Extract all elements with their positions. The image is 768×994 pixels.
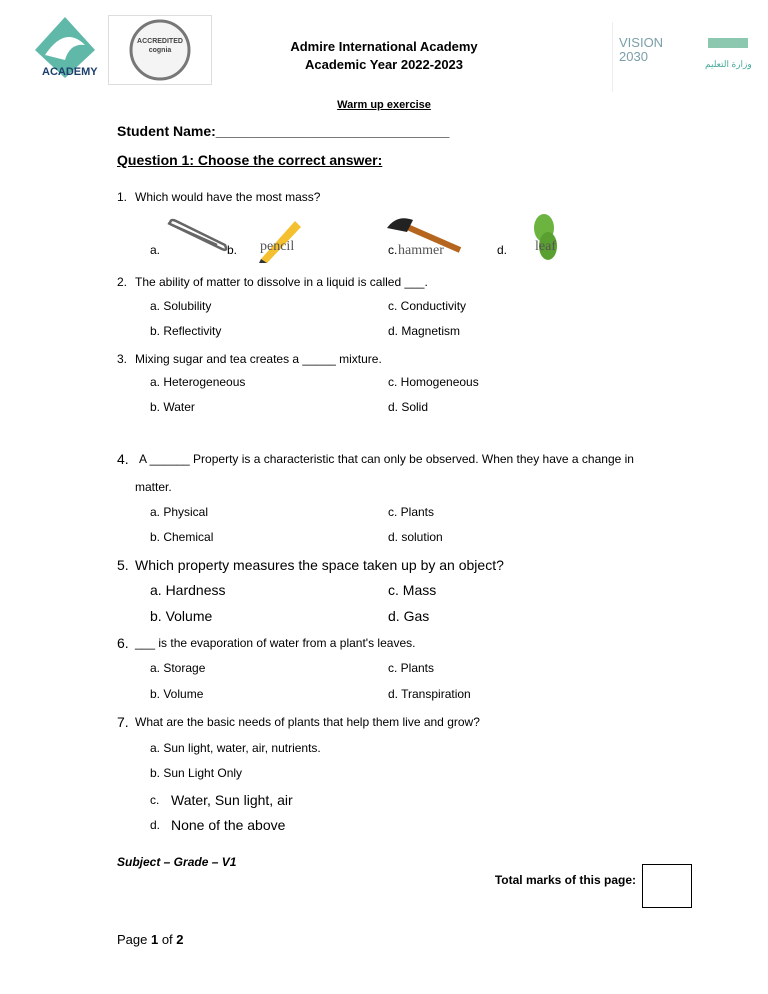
total-marks-box[interactable] [642, 864, 692, 908]
academic-year: Academic Year 2022-2023 [304, 57, 464, 72]
option-c[interactable]: c. Plants [388, 505, 435, 519]
option-b[interactable]: b. Chemical [150, 530, 214, 544]
option-d[interactable]: d. [150, 818, 161, 832]
question-text: The ability of matter to dissolve in a liquid is called ___. [135, 275, 428, 289]
question-number: 3. [117, 352, 128, 366]
option-d[interactable]: d. Magnetism [388, 324, 461, 338]
leaf-label: leaf [535, 239, 556, 254]
option-a[interactable]: a. Sun light, water, air, nutrients. [150, 741, 321, 755]
option-b[interactable]: b. Water [150, 400, 195, 414]
question-text: Which would have the most mass? [135, 190, 321, 204]
question-text: What are the basic needs of plants that help them live and grow? [135, 715, 480, 729]
option-a[interactable]: a. Physical [150, 505, 209, 519]
option-a[interactable]: a. Hardness [150, 582, 226, 598]
option-d[interactable]: d. Gas [388, 608, 430, 624]
subject-grade: Subject – Grade – V1 [117, 855, 237, 869]
option-c[interactable]: c. Homogeneous [388, 375, 479, 389]
question-text-continued: matter. [135, 480, 172, 494]
question-text: ___ is the evaporation of water from a plant's leaves. [135, 636, 416, 650]
exercise-title: Warm up exercise [337, 99, 431, 111]
option-b[interactable]: b. Volume [150, 608, 213, 624]
question-heading: Question 1: Choose the correct answer: [117, 152, 383, 168]
paperclip-image [162, 215, 230, 255]
question-number: 6. [117, 635, 129, 651]
option-a[interactable]: a. Storage [150, 661, 206, 675]
option-d[interactable]: d. solution [388, 530, 443, 544]
option-d[interactable]: d. [497, 243, 508, 257]
option-a[interactable]: a. [150, 243, 161, 257]
option-c[interactable]: c. Plants [388, 661, 435, 675]
question-text: Mixing sugar and tea creates a _____ mixture. [135, 352, 382, 366]
option-c[interactable]: c. Mass [388, 582, 437, 598]
school-name: Admire International Academy [290, 39, 478, 54]
question-number: 1. [117, 190, 128, 204]
question-text: A ______ Property is a characteristic that can only be observed. When they have a change in [139, 452, 634, 466]
question-number: 4. [117, 451, 129, 467]
option-c-text[interactable]: Water, Sun light, air [171, 792, 293, 808]
page-of: of [158, 932, 177, 947]
option-d[interactable]: d. Transpiration [388, 687, 471, 701]
pencil-label: pencil [260, 239, 295, 254]
vision-2030-logo [612, 22, 768, 92]
option-c[interactable]: c. Conductivity [388, 299, 467, 313]
page-prefix: Page [117, 932, 151, 947]
total-marks-label: Total marks of this page: [494, 873, 636, 887]
svg-text:وزارة التعليم: وزارة التعليم [705, 59, 752, 69]
option-c[interactable]: c. [150, 793, 160, 807]
option-c[interactable]: c. [388, 243, 398, 257]
student-name-label: Student Name:______________________________ [117, 123, 450, 139]
hammer-label: hammer [398, 243, 444, 258]
cognia-logo-text: ACCREDITED cognia [137, 38, 183, 54]
total-pages: 2 [176, 932, 184, 947]
current-page: 1 [150, 932, 159, 947]
option-b[interactable]: b. Sun Light Only [150, 766, 243, 780]
question-number: 2. [117, 275, 128, 289]
option-a[interactable]: a. Solubility [150, 299, 212, 313]
option-b[interactable]: b. [227, 243, 238, 257]
option-d[interactable]: d. Solid [388, 400, 429, 414]
vision-logo-text: VISION 2030 [619, 35, 664, 65]
question-number: 5. [117, 557, 129, 573]
question-number: 7. [117, 714, 129, 730]
page-number [117, 933, 184, 946]
option-a[interactable]: a. Heterogeneous [150, 375, 246, 389]
option-b[interactable]: b. Reflectivity [150, 324, 222, 338]
question-text: Which property measures the space taken up by an object? [135, 557, 504, 573]
option-d-text[interactable]: None of the above [171, 817, 286, 833]
option-b[interactable]: b. Volume [150, 687, 204, 701]
svg-text:ACADEMY: ACADEMY [42, 66, 98, 78]
